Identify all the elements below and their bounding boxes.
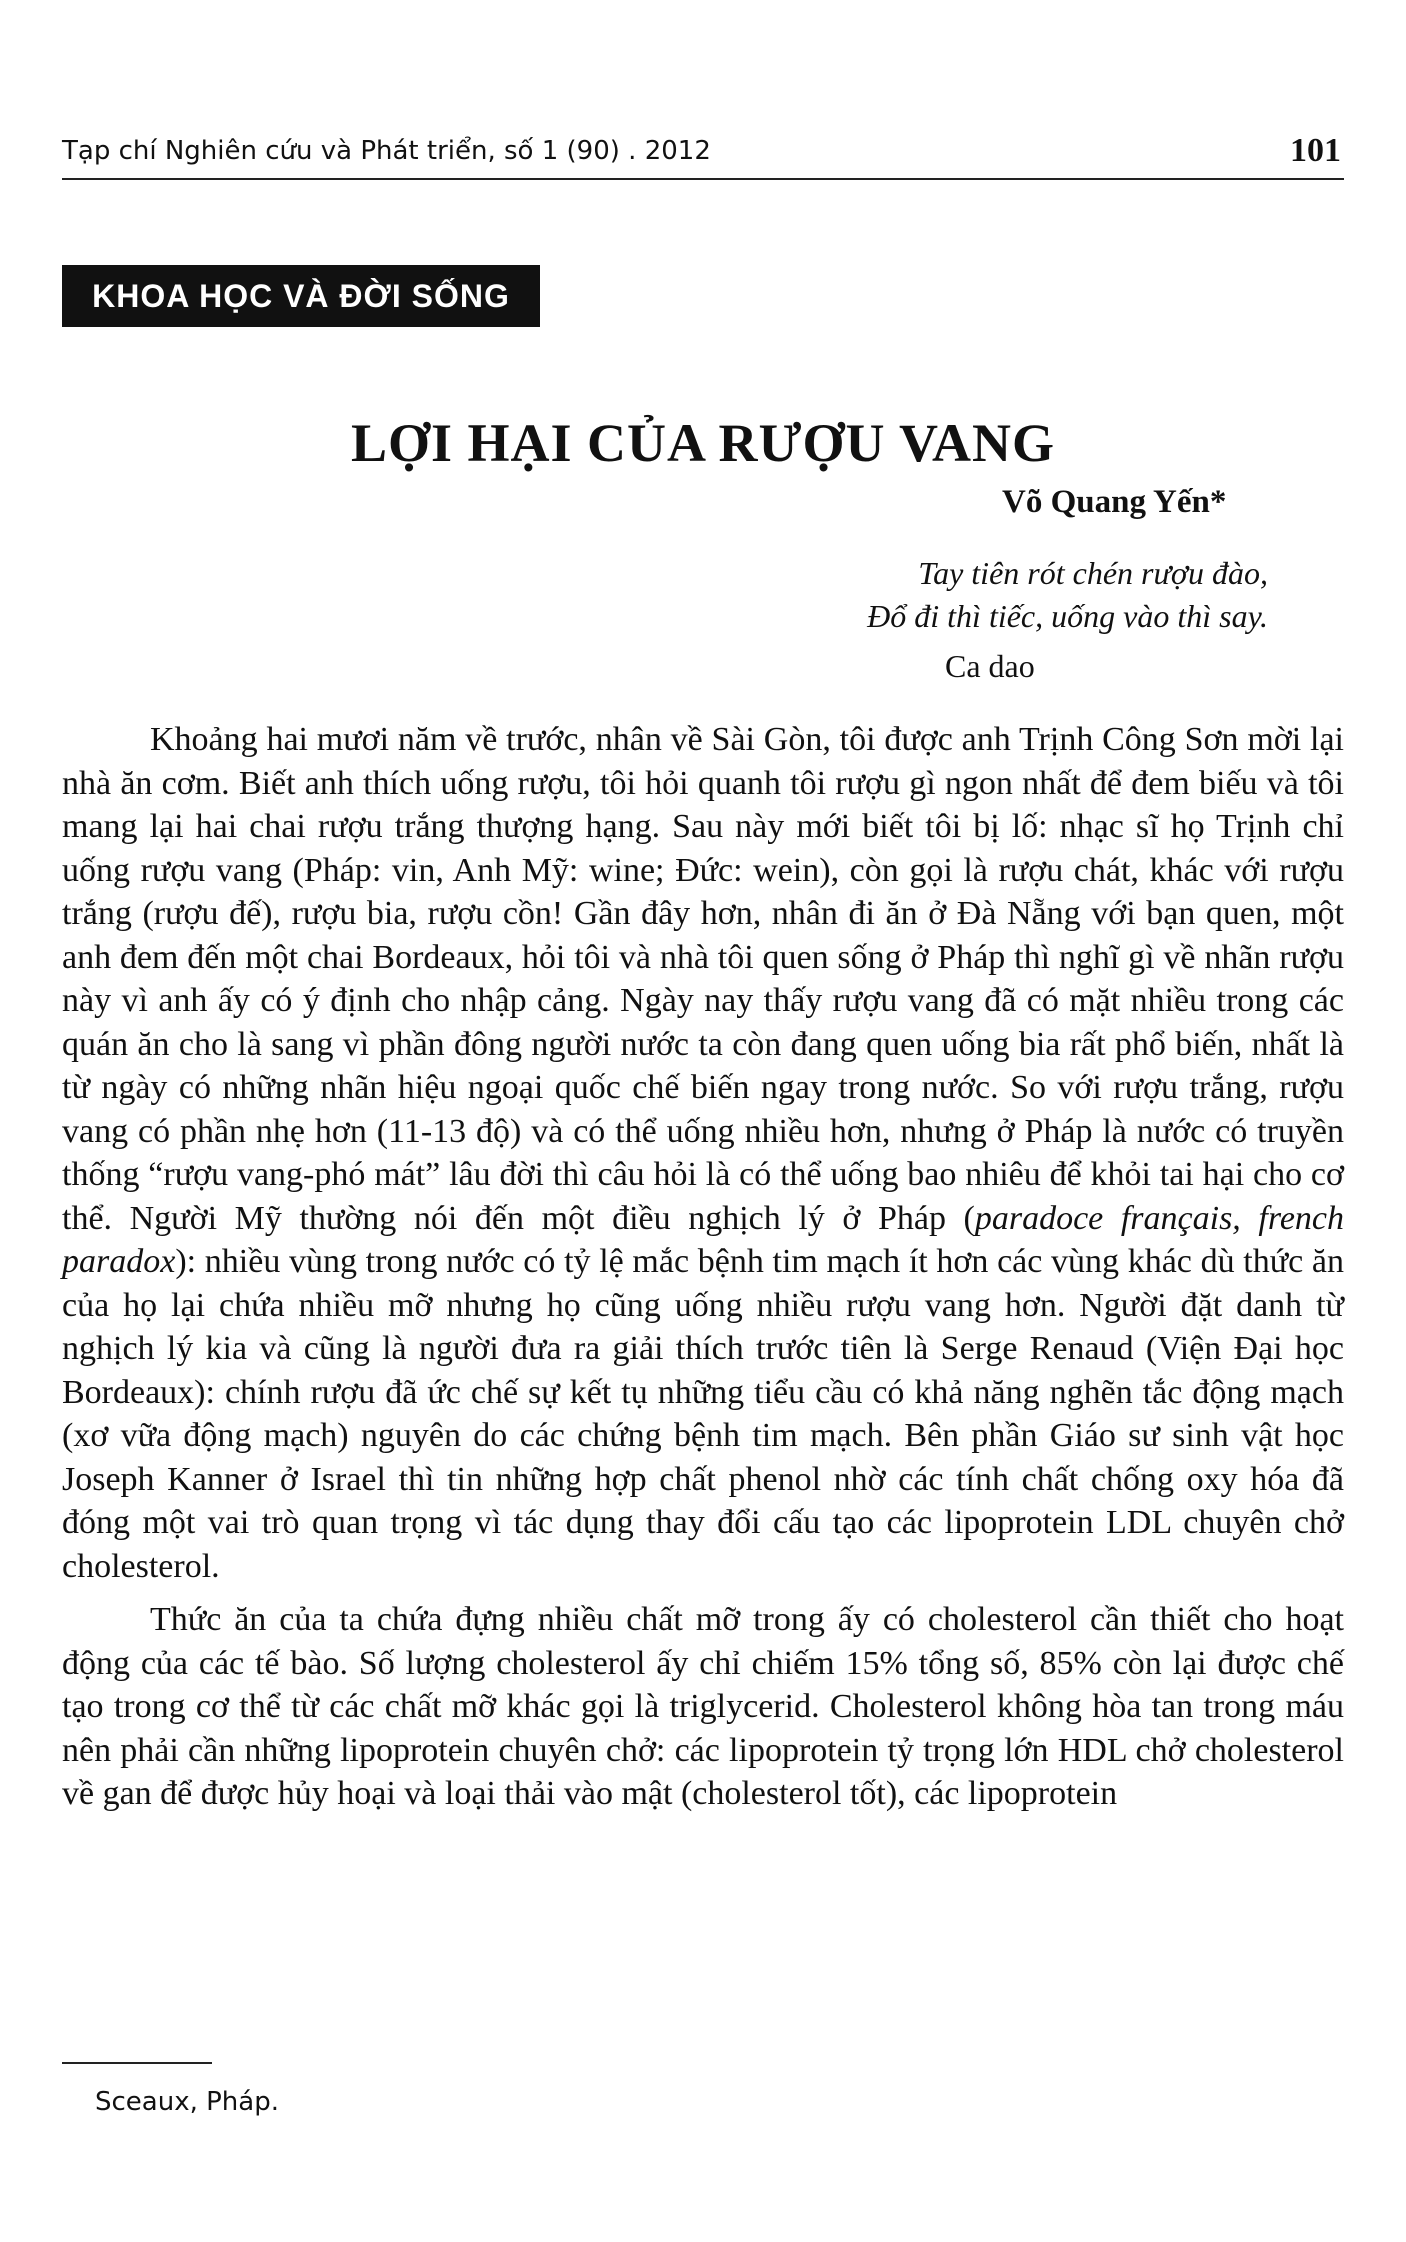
paragraph-2: Thức ăn của ta chứa đựng nhiều chất mỡ trong ấy có cholesterol cần thiết cho hoạt động của các tế bào. Số lượng cholesterol ấy chỉ chiếm 15% tổng số, 85% còn lại được chế tạo trong cơ thể từ các chất mỡ khác gọi là triglycerid. Cholesterol không hòa tan trong máu nên phải cần những lipoprotein chuyên chở: các lipoprotein tỷ trọng lớn HDL chở cholesterol về gan để được hủy hoại và loại thải vào mật (cholesterol tốt), các lipoprotein <box>62 1601 1344 1812</box>
epigraph-line-2: Đổ đi thì tiếc, uống vào thì say. <box>867 598 1268 634</box>
paragraph-1-part-a: Khoảng hai mươi năm về trước, nhân về Sài Gòn, tôi được anh Trịnh Công Sơn mời lại nhà ăn cơm. Biết anh thích uống rượu, tôi hỏi quanh tôi rượu gì ngon nhất để đem biếu và tôi mang lại hai chai rượu trắng thượng hạng. Sau này mới biết tôi bị lố: nhạc sĩ họ Trịnh chỉ uống rượu vang (Pháp: vin, Anh Mỹ: wine; Đức: wein), còn gọi là rượu chát, khác với rượu trắng (rượu đế), rượu bia, rượu cồn! Gần đây hơn, nhân đi ăn ở Đà Nẵng với bạn quen, một anh đem đến một chai Bordeaux, hỏi tôi và nhà tôi quen sống ở Pháp thì nghĩ gì về nhãn rượu này vì anh ấy có ý định cho nhập cảng. Ngày nay thấy rượu vang đã có mặt nhiều trong các quán ăn cho là sang vì phần đông người nước ta còn đang quen uống bia rất phổ biến, nhất là từ ngày có những nhãn hiệu ngoại quốc chế biến ngay trong nước. So với rượu trắng, rượu vang có phần nhẹ hơn (11-13 độ) và có thể uống nhiều hơn, nhưng ở Pháp là nước có truyền thống “rượu vang-phó mát” lâu đời thì câu hỏi là có thể uống bao nhiêu để khỏi tai hại cho cơ thể. Người Mỹ thường nói đến một điều nghịch lý ở Pháp ( <box>62 721 1344 1237</box>
journal-header: Tạp chí Nghiên cứu và Phát triển, số 1 (90) . 2012 <box>62 136 711 166</box>
header-divider <box>62 178 1344 180</box>
epigraph-source: Ca dao <box>945 648 1035 684</box>
epigraph-line-1: Tay tiên rót chén rượu đào, <box>918 555 1268 591</box>
footnote-divider <box>62 2062 212 2064</box>
footnote: Sceaux, Pháp. <box>95 2087 279 2117</box>
section-tag: KHOA HỌC VÀ ĐỜI SỐNG <box>62 265 540 327</box>
article-author: Võ Quang Yến* <box>1002 484 1227 520</box>
epigraph <box>0 552 1268 638</box>
article-title: LỢI HẠI CỦA RƯỢU VANG <box>350 413 1056 473</box>
article-body <box>62 718 1344 1816</box>
paragraph-1-part-b: ): nhiều vùng trong nước có tỷ lệ mắc bệnh tim mạch ít hơn các vùng khác dù thức ăn của họ lại chứa nhiều mỡ nhưng họ cũng uống nhiều rượu vang hơn. Người đặt danh từ nghịch lý kia và cũng là người đưa ra giải thích trước tiên là Serge Renaud (Viện Đại học Bordeaux): chính rượu đã ức chế sự kết tụ những tiểu cầu có khả năng nghẽn tắc động mạch (xơ vữa động mạch) nguyên do các chứng bệnh tim mạch. Bên phần Giáo sư sinh vật học Joseph Kanner ở Israel thì tin những hợp chất phenol nhờ các tính chất chống oxy hóa đã đóng một vai trò quan trọng vì tác dụng thay đổi cấu tạo các lipoprotein LDL chuyên chở cholesterol. <box>62 1243 1344 1585</box>
paragraph-1-italic: paradoce français, french paradox <box>62 1199 1344 1280</box>
page-number: 101 <box>1290 132 1341 169</box>
paragraph-1 <box>62 718 1344 1588</box>
